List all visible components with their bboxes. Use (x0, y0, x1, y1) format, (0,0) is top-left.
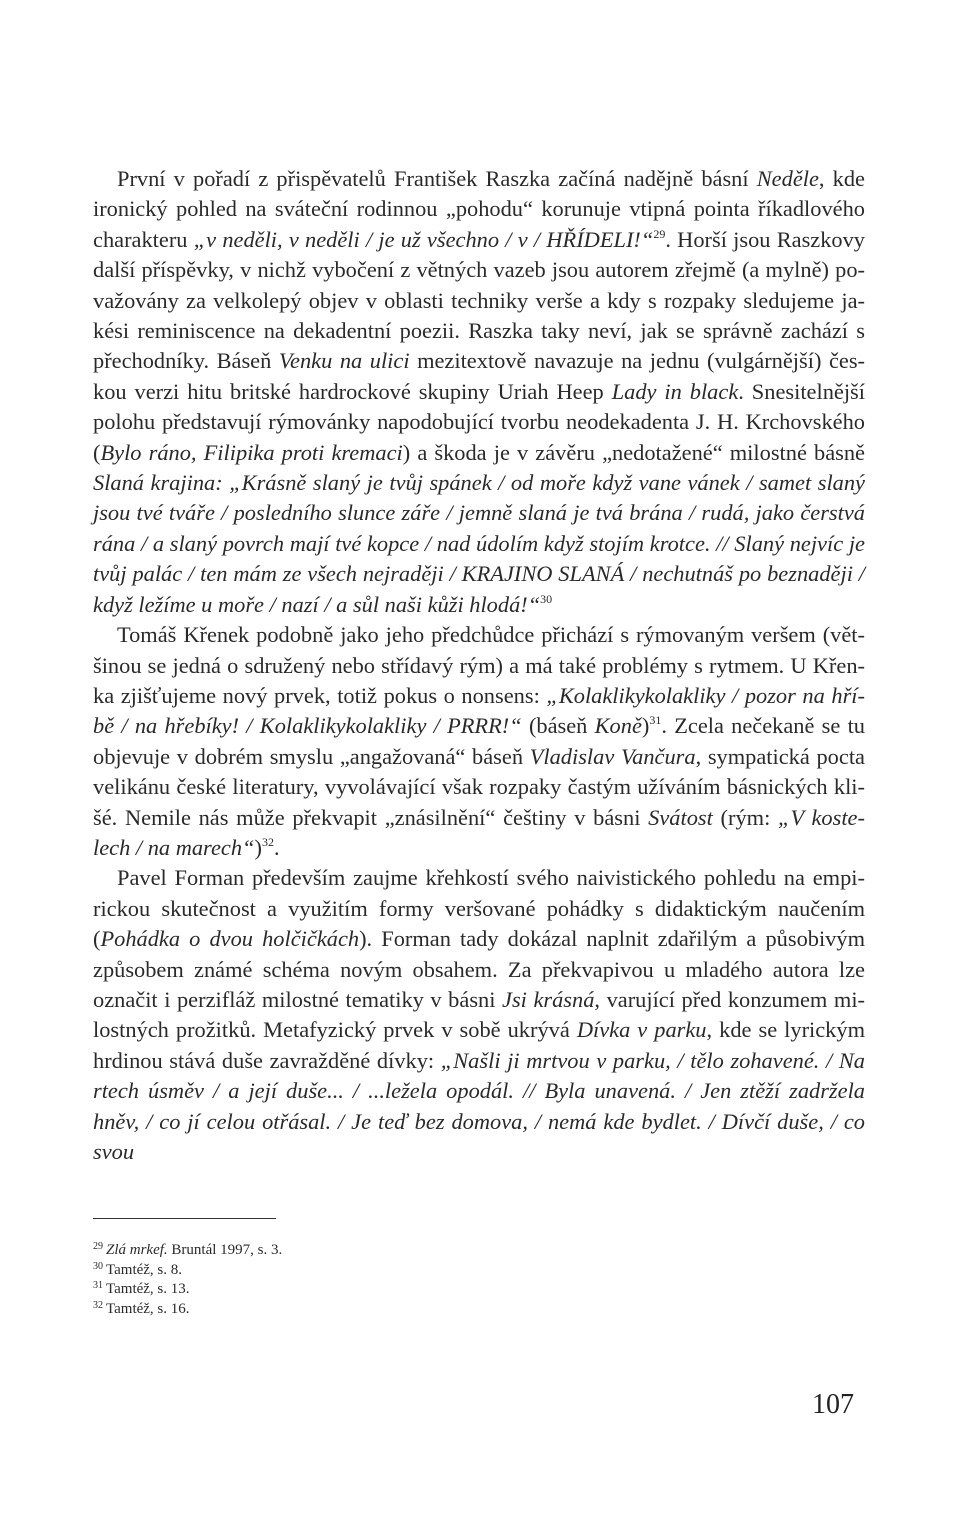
text-run: , kde se lyrickým hrdinou stává duše zavražděné dívky: (93, 1017, 865, 1073)
footnote-number: 29 (93, 1241, 103, 1252)
footnote-number: 32 (93, 1299, 103, 1311)
footnote-separator (93, 1218, 276, 1219)
text-run: Tamtéž, s. 13. (106, 1281, 190, 1298)
italic-text: Jsi krásná (502, 986, 595, 1012)
italic-text: Neděle (756, 166, 819, 191)
italic-text: Vladislav Vančura (529, 743, 696, 769)
paragraph (93, 620, 865, 863)
page-number: 107 (812, 1389, 854, 1420)
footnote-reference: 29 (653, 226, 666, 241)
text-run: mezitextově navazuje na jednu (vulgárnější) českou verzi hitu britské hardrockové skupiny Uriah Heep (93, 348, 866, 404)
italic-text: Slaná krajina: „Krásně slaný je tvůj spánek / od moře když vane vánek / samet slaný jsou tvé tváře / posledního slunce záře / jemně slaná je tvá brána / rudá, jako čerstvá rána / a slaný povrch mají tvé kopce / nad údolím když stojím krotce. // Slaný nejvíc je tvůj palác / ten mám ze všech nejraději / KRAJINO SLANÁ / nechutnáš po beznaději / když ležíme u moře / nazí / a sůl naši kůži hlodá!“ (93, 470, 865, 617)
footnote (93, 1300, 593, 1320)
text-run: . Zcela nečekaně se tu objevuje v dobrém smyslu „angažovaná“ báseň (93, 713, 865, 769)
italic-text: „Kolaklikykolakliky / pozor na hříbě / na hřebíky! / Kolaklikykolakliky / PRRR!“ (93, 682, 865, 739)
text-run: , kde ironický pohled na sváteční rodinnou „pohodu“ korunuje vtipná pointa říkadlového charakteru (93, 166, 865, 252)
text-run: ) (254, 834, 262, 860)
text-run: ) (641, 713, 650, 739)
footnote (93, 1241, 593, 1261)
text-run: Bruntál 1997, s. 3. (167, 1242, 283, 1258)
text-run: (báseň (521, 713, 595, 739)
text-run: . (273, 834, 280, 860)
italic-text: Bylo ráno, Filipika proti kremaci (100, 439, 403, 465)
text-run: Tomáš Křenek podobně jako jeho předchůdce přichází s rýmovaným veršem (většinou se jedná o sdružený nebo střídavý rým) a má také problémy s rytmem. U Křenka zjišťujeme nový prvek, totiž pokus o nonsens: (93, 622, 865, 708)
italic-text: „v neděli, v neděli / je už všechno / v / HŘÍDELI!“ (193, 226, 654, 252)
italic-text: „Našli ji mrtvou v parku, / tělo zohavené. / Na rtech úsměv / a její duše... / ...ležela opodál. // Byla unavená. / Jen ztěží zadržela hněv, / co jí celou otřásal. / Je teď bez domova, / nemá kde bydlet. / Dívčí duše, / co svou (93, 1047, 865, 1164)
footnote-number: 30 (93, 1260, 103, 1272)
text-run: ). Forman tady dokázal naplnit zdařilým a působivým způsobem známé schéma novým obsahem. Za překvapivou u mladého autora lze označit i perzifláž milostné tematiky v básni (93, 926, 865, 1012)
footnotes (93, 1241, 593, 1319)
italic-text: Svátost (648, 804, 713, 830)
text-run: . Horší jsou Raszkovy další příspěvky, v nichž vybočení z větných vazeb jsou autorem zřejmě (a mylně) považovány za velkolepý objev v oblasti techniky verše a kdy s rozpaky sledujeme jakési reminiscence na dekadentní poezii. Raszka taky neví, jak se správně zachází s přechodníky. Báseň (93, 226, 865, 374)
text-run: První v pořadí z přispěvatelů František Raszka začíná nadějně básní (117, 166, 757, 191)
paragraph (93, 863, 865, 1167)
footnote-number: 31 (93, 1280, 103, 1292)
text-run: Tamtéž, s. 16. (106, 1300, 190, 1317)
footnote (93, 1280, 593, 1300)
footnote-reference: 31 (649, 713, 662, 728)
text-run: Pavel Forman především zaujme křehkostí svého naivistického pohledu na empirickou skutečnost a využitím formy veršované pohádky s didaktickým naučením ( (93, 865, 865, 952)
footnote-reference: 32 (261, 834, 274, 849)
italic-text: „V kostelech / na marech“ (93, 804, 865, 860)
body-text (93, 164, 865, 1167)
italic-text: Lady in black (611, 378, 739, 404)
text-run: Tamtéž, s. 8. (106, 1261, 183, 1278)
text-run: (rým: (712, 804, 779, 830)
text-run: , sympatická pocta velikánu české literatury, vyvolávající však rozpaky častým užíváním básnických klišé. Nemile nás může překvapit „znásilnění“ češtiny v básni (93, 743, 865, 830)
text-run: . Snesitelnější polohu představují rýmovánky napodobující tvorbu neodekadenta J. H. Krchovského ( (93, 378, 865, 465)
footnote (93, 1261, 593, 1281)
italic-text: Pohádka o dvou holčičkách (100, 926, 360, 952)
italic-text: Dívka v parku (576, 1017, 707, 1043)
italic-text: Venku na ulici (278, 348, 410, 374)
footnote-reference: 30 (540, 591, 553, 606)
italic-text: Koně (594, 713, 642, 739)
text-run: ) a škoda je v závěru „nedotažené“ milostné básně (402, 439, 865, 465)
text-run: , varující před konzumem milostných prožitků. Metafyzický prvek v sobě ukrývá (93, 986, 866, 1043)
paragraph (93, 164, 865, 620)
italic-text: Zlá mrkef. (106, 1242, 168, 1258)
